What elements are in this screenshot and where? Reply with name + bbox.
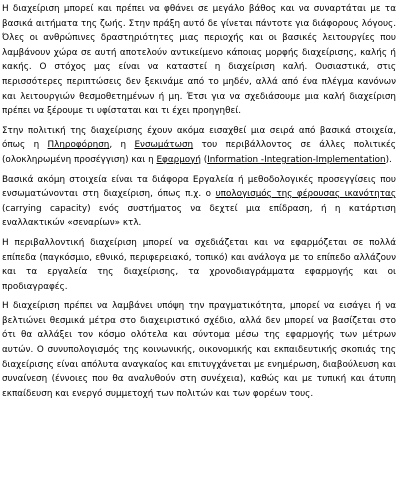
paragraph-levels [2, 236, 396, 294]
paragraph-policy-text-1: Στην πολιτική της διαχείρισης έχουν ακόμα εισαχθεί μια σειρά από βασικά στοιχεία, όπως η [2, 125, 396, 151]
paragraph-policy-text-4: ( [200, 154, 208, 165]
paragraph-intro-text: Η διαχείριση μπορεί και πρέπει να φθάνει σε μεγάλο βάθος και να συναρτάται με τα βασικά αιτήματα της ζωής. Στην πράξη αυτό δε γίνεται πάντοτε για διάφορους λόγους. Όλες οι ανθρώπινες δραστηριότητες μιας περιοχής και οι βασικές λειτουργίες που λαμβάνουν χώρα σε αυτή αποτελούν αντικείμενο κάποιας μορφής διαχείρισης, καλής ή κακής. Ο στόχος μας είναι να καταστεί η διαχείριση καλή. Ουσιαστικά, στις περισσότερες περιπτώσεις δεν ξεκινάμε από το μηδέν, αλλά από ένα πλέγμα κανόνων και λειτουργιών θεσμοθετημένων ή μη. Έτσι για να σχεδιάσουμε μια καλή διαχείριση πρέπει να ξέρουμε τι υφίσταται και τι έχει προηγηθεί. [2, 4, 396, 117]
link-integration[interactable]: Ενσωμάτωση [134, 140, 194, 151]
paragraph-reality [2, 299, 396, 401]
paragraph-reality-text: Η διαχείριση πρέπει να λαμβάνει υπόψη την πραγματικότητα, μπορεί να εισάγει ή να βελτιώνει θεσμικά μέτρα στο διαχειριστικό σχέδιο, αλλά δεν μπορεί να βασίζεται στο ότι θα αλλάξει τον κόσμο ολότελα και σύντομα μέσω της εφαρμογής των μέτρων αυτών. Ο συνυπολογισμός της κοινωνικής, οικονομικής και εκπαιδευτικής σκοπιάς της διαχείρισης είναι απόλυτα αναγκαίος και επιτυγχάνεται με ενημέρωση, διαβούλευση και συναίνεση (έννοιες που θα αναλυθούν στη συνέχεια), καθώς και με τυπική και άτυπη εκπαίδευση και ενεργό συμμετοχή των πολιτών και των φορέων τους. [2, 301, 396, 399]
link-implementation[interactable]: Εφαρμογή [156, 154, 201, 165]
paragraph-tools [2, 173, 396, 231]
document-body [2, 2, 396, 406]
paragraph-policy-text-3: του περιβάλλοντος σε άλλες πολιτικές (ολοκληρωμένη προσέγγιση) και η [2, 140, 396, 165]
paragraph-tools-text-2: (carrying capacity) ενός συστήματος να δεχτεί μια επίδραση, ή η κατάρτιση εναλλακτικών «σεναρίων» κτλ. [2, 203, 396, 229]
link-information-integration-implementation[interactable]: Information -Integration-Implementation [207, 154, 386, 165]
paragraph-tools-text-1: Βασικά ακόμη στοιχεία είναι τα διάφορα Εργαλεία ή μεθοδολογικές προσεγγίσεις που ενσωματώνονται στη διαχείριση, όπως π.χ. ο [2, 174, 396, 200]
paragraph-policy-text-5: ). [385, 154, 392, 165]
link-carrying-capacity[interactable]: υπολογισμός της φέρουσας ικανότητας [215, 189, 396, 200]
paragraph-policy-text-2: , η [109, 140, 135, 151]
link-information[interactable]: Πληροφόρηση [47, 140, 110, 151]
paragraph-intro [2, 2, 396, 119]
paragraph-levels-text: Η περιβαλλοντική διαχείριση μπορεί να σχεδιάζεται και να εφαρμόζεται σε πολλά επίπεδα (παγκόσμιο, εθνικό, περιφερειακό, τοπικό) και ανάλογα με το επίπεδο αλλάζουν και τα εργαλεία της διαχείρισης, τα χρονοδιαγράμματα εφαρμογής και οι προδιαγραφές. [2, 237, 396, 292]
paragraph-policy-elements [2, 124, 396, 168]
